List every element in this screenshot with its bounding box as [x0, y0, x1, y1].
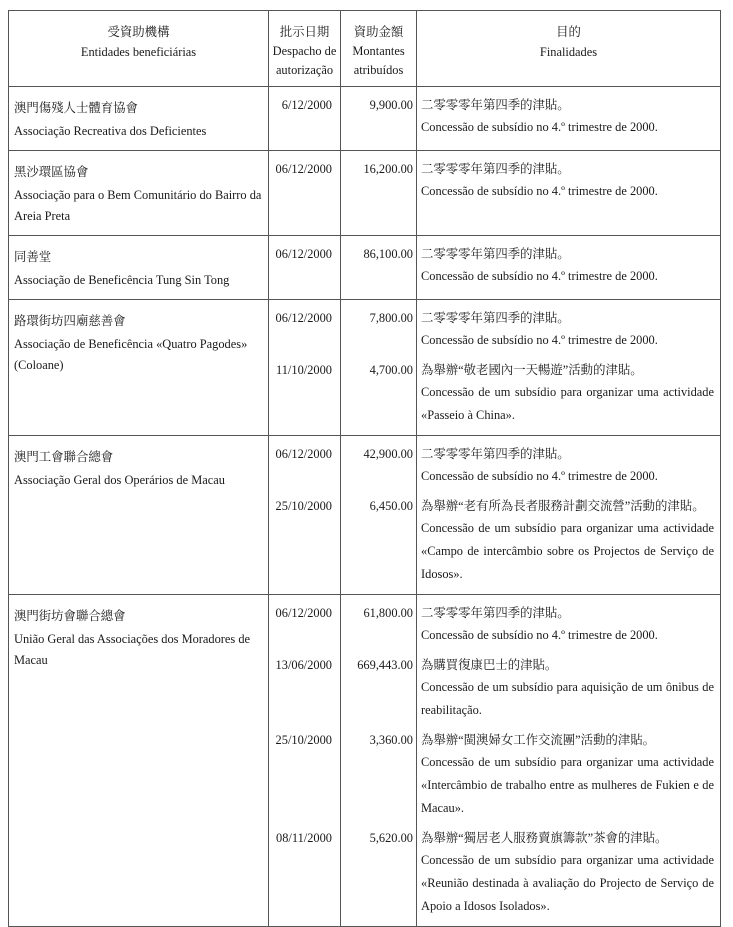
grant-purpose: [421, 595, 714, 647]
table-row: [9, 595, 721, 927]
amount-cell: [341, 300, 417, 436]
purpose-cell: [417, 595, 721, 927]
grants-table: [8, 10, 721, 927]
date-cell: [269, 87, 341, 151]
amount-cell: [341, 151, 417, 236]
purpose-zh: 二零零零年第四季的津貼。: [421, 98, 570, 112]
grant-amount: 86,100.00: [363, 247, 413, 261]
entity-name-zh: 黑沙環區協會: [14, 165, 89, 179]
amount-cell: [341, 436, 417, 595]
entity-name-pt: Associação para o Bem Comunitário do Bairro da Areia Preta: [14, 188, 262, 223]
purpose-zh: 二零零零年第四季的津貼。: [421, 606, 570, 620]
entity-cell: [9, 87, 269, 151]
grant-date: 11/10/2000: [276, 363, 332, 377]
entity-name-zh: 同善堂: [14, 250, 52, 264]
entity-cell: [9, 151, 269, 236]
entity-name-zh: 路環街坊四廟慈善會: [14, 314, 126, 328]
amount-cell: [341, 87, 417, 151]
entity-name-pt: Associação de Beneficência Tung Sin Tong: [14, 273, 230, 287]
grant-date: 08/11/2000: [276, 831, 332, 845]
grant-amount: 61,800.00: [363, 606, 413, 620]
grant-date: 06/12/2000: [275, 247, 332, 261]
grant-purpose: [421, 436, 714, 488]
purpose-pt: Concessão de subsídio no 4.º trimestre de 2000.: [421, 120, 658, 134]
header-date: [269, 11, 341, 87]
header-purpose: [417, 11, 721, 87]
grant-purpose: [421, 488, 714, 586]
entity-name-pt: Associação Geral dos Operários de Macau: [14, 473, 225, 487]
purpose-zh: 二零零零年第四季的津貼。: [421, 311, 570, 325]
grant-date: 25/10/2000: [275, 733, 332, 747]
purpose-zh: 為舉辦“閩澳婦女工作交流團”活動的津貼。: [421, 733, 656, 747]
purpose-zh: 為購買復康巴士的津貼。: [421, 658, 558, 672]
purpose-zh: 為舉辦“敬老國內一天暢遊”活動的津貼。: [421, 363, 643, 377]
table-body: [9, 87, 721, 927]
entity-name-pt: União Geral das Associações dos Moradores de Macau: [14, 632, 251, 667]
purpose-pt: Concessão de subsídio no 4.º trimestre de 2000.: [421, 628, 658, 642]
table-row: [9, 151, 721, 236]
header-entity-zh: 受資助機構: [107, 25, 170, 39]
grant-purpose: [421, 820, 714, 918]
entity-name-zh: 澳門傷殘人士體育協會: [14, 101, 138, 115]
header-date-pt: Despacho de autorização: [272, 44, 337, 77]
date-cell: [269, 436, 341, 595]
header-entity-pt: Entidades beneficiárias: [80, 45, 197, 59]
grant-date: 06/12/2000: [275, 606, 332, 620]
purpose-cell: [417, 436, 721, 595]
grant-amount: 16,200.00: [363, 162, 413, 176]
header-purpose-pt: Finalidades: [539, 45, 598, 59]
date-cell: [269, 300, 341, 436]
header-amount-pt: Montantes atribuídos: [352, 44, 405, 77]
grant-purpose: [421, 352, 714, 427]
entity-cell: [9, 595, 269, 927]
table-row: [9, 436, 721, 595]
amount-cell: [341, 236, 417, 300]
grant-date: 6/12/2000: [281, 98, 332, 112]
grant-date: 25/10/2000: [275, 499, 332, 513]
grant-amount: 6,450.00: [369, 499, 413, 513]
grant-purpose: [421, 722, 714, 820]
grant-purpose: [421, 151, 714, 203]
grant-date: 06/12/2000: [275, 162, 332, 176]
purpose-cell: [417, 151, 721, 236]
purpose-cell: [417, 87, 721, 151]
entity-name-pt: Associação de Beneficência «Quatro Pagodes» (Coloane): [14, 337, 248, 372]
entity-name-pt: Associação Recreativa dos Deficientes: [14, 124, 207, 138]
grant-purpose: [421, 647, 714, 722]
grant-amount: 7,800.00: [369, 311, 413, 325]
purpose-pt: Concessão de um subsídio para organizar uma actividade «Campo de intercâmbio sobre os Projectos de Serviço de Idosos».: [421, 521, 714, 581]
header-entity: [9, 11, 269, 87]
entity-name-zh: 澳門街坊會聯合總會: [14, 609, 126, 623]
grant-amount: 669,443.00: [357, 658, 413, 672]
grant-amount: 42,900.00: [363, 447, 413, 461]
purpose-pt: Concessão de um subsídio para organizar uma actividade «Reunião destinada à avaliação do Projecto de Serviço de Apoio a Idosos Isolados».: [421, 853, 714, 913]
purpose-cell: [417, 300, 721, 436]
grant-amount: 4,700.00: [369, 363, 413, 377]
table-header-row: [9, 11, 721, 87]
entity-cell: [9, 300, 269, 436]
purpose-cell: [417, 236, 721, 300]
purpose-pt: Concessão de um subsídio para organizar uma actividade «Passeio à China».: [421, 385, 714, 422]
grant-purpose: [421, 236, 714, 288]
grant-amount: 5,620.00: [369, 831, 413, 845]
header-purpose-zh: 目的: [556, 25, 581, 39]
purpose-pt: Concessão de subsídio no 4.º trimestre de 2000.: [421, 184, 658, 198]
table-row: [9, 300, 721, 436]
purpose-pt: Concessão de subsídio no 4.º trimestre de 2000.: [421, 269, 658, 283]
entity-name-zh: 澳門工會聯合總會: [14, 450, 114, 464]
grant-amount: 9,900.00: [369, 98, 413, 112]
header-date-zh: 批示日期: [279, 25, 330, 39]
grant-purpose: [421, 87, 714, 139]
purpose-zh: 為舉辦“老有所為長者服務計劃交流營”活動的津貼。: [421, 499, 705, 513]
grant-purpose: [421, 300, 714, 352]
entity-cell: [9, 236, 269, 300]
header-amount: [341, 11, 417, 87]
grant-date: 13/06/2000: [275, 658, 332, 672]
date-cell: [269, 595, 341, 927]
table-row: [9, 87, 721, 151]
entity-cell: [9, 436, 269, 595]
grant-date: 06/12/2000: [275, 447, 332, 461]
grant-amount: 3,360.00: [369, 733, 413, 747]
purpose-pt: Concessão de um subsídio para organizar uma actividade «Intercâmbio de trabalho entre as mulheres de Fukien e de Macau».: [421, 755, 714, 815]
date-cell: [269, 151, 341, 236]
purpose-pt: Concessão de subsídio no 4.º trimestre de 2000.: [421, 469, 658, 483]
purpose-zh: 為舉辦“獨居老人服務賣旗籌款”茶會的津貼。: [421, 831, 668, 845]
purpose-zh: 二零零零年第四季的津貼。: [421, 447, 570, 461]
header-amount-zh: 資助金額: [353, 25, 404, 39]
purpose-pt: Concessão de um subsídio para aquisição de um ônibus de reabilitação.: [421, 680, 714, 717]
table-row: [9, 236, 721, 300]
purpose-zh: 二零零零年第四季的津貼。: [421, 162, 570, 176]
amount-cell: [341, 595, 417, 927]
grant-date: 06/12/2000: [275, 311, 332, 325]
purpose-zh: 二零零零年第四季的津貼。: [421, 247, 570, 261]
purpose-pt: Concessão de subsídio no 4.º trimestre de 2000.: [421, 333, 658, 347]
date-cell: [269, 236, 341, 300]
